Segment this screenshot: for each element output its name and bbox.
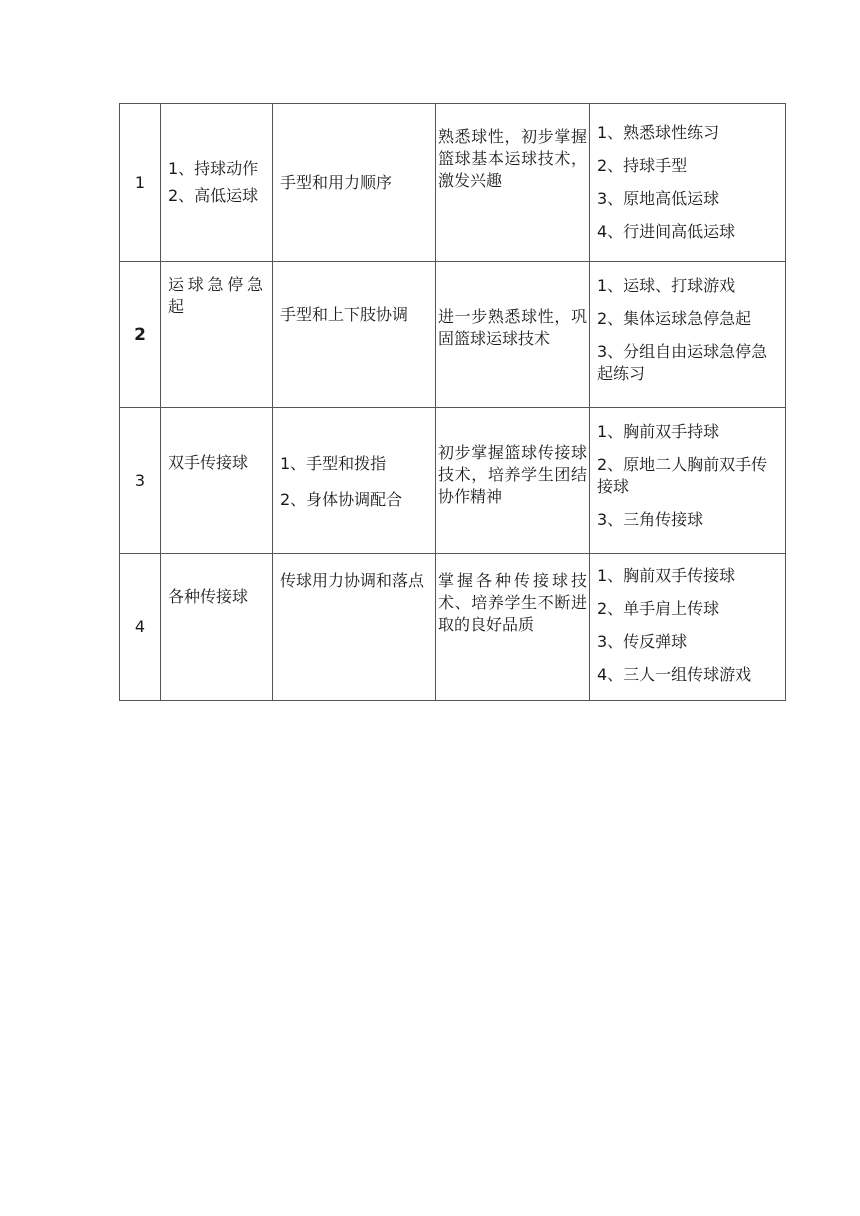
activity-line: 4、三人一组传球游戏 bbox=[597, 665, 752, 684]
key-point-line: 手型和上下肢协调 bbox=[280, 305, 409, 324]
key-point-line: 2、身体协调配合 bbox=[280, 490, 403, 509]
topic-cell bbox=[161, 554, 273, 701]
objectives-text: 初步掌握篮球传接球技术，培养学生团结协作精神 bbox=[438, 443, 587, 506]
key-point-line: 1、手型和拨指 bbox=[280, 454, 387, 473]
activity-line: 4、行进间高低运球 bbox=[597, 222, 736, 241]
activity-line: 3、传反弹球 bbox=[597, 632, 688, 651]
activity-line: 3、三角传接球 bbox=[597, 510, 704, 529]
lesson-number: 4 bbox=[134, 617, 146, 636]
objectives-cell bbox=[436, 104, 590, 262]
activity-line: 2、持球手型 bbox=[597, 156, 688, 175]
objectives-cell bbox=[436, 262, 590, 408]
objectives-text: 熟悉球性，初步掌握篮球基本运球技术，激发兴趣 bbox=[438, 127, 587, 190]
key-points-cell bbox=[273, 262, 436, 408]
topic-line: 2、高低运球 bbox=[168, 186, 259, 205]
objectives-cell bbox=[436, 408, 590, 554]
topic-line: 运球急停急起 bbox=[168, 275, 266, 316]
table-row bbox=[120, 554, 786, 701]
table-row bbox=[120, 408, 786, 554]
topic-cell bbox=[161, 262, 273, 408]
lesson-number: 3 bbox=[134, 470, 146, 490]
lesson-number-cell bbox=[120, 104, 161, 262]
lesson-plan-table bbox=[119, 103, 786, 701]
activity-line: 1、熟悉球性练习 bbox=[597, 123, 720, 142]
activities-cell bbox=[590, 262, 786, 408]
lesson-number: 2 bbox=[134, 324, 146, 345]
activities-cell bbox=[590, 408, 786, 554]
topic-cell bbox=[161, 408, 273, 554]
activity-line: 2、原地二人胸前双手传接球 bbox=[597, 455, 768, 496]
activities-cell bbox=[590, 554, 786, 701]
key-points-cell bbox=[273, 408, 436, 554]
activity-line: 3、分组自由运球急停急起练习 bbox=[597, 342, 768, 383]
lesson-number-cell bbox=[120, 408, 161, 554]
topic-line: 双手传接球 bbox=[168, 453, 249, 472]
lesson-number-cell bbox=[120, 262, 161, 408]
lesson-number-cell bbox=[120, 554, 161, 701]
activity-line: 1、运球、打球游戏 bbox=[597, 276, 736, 295]
table-row bbox=[120, 104, 786, 262]
activity-line: 2、集体运球急停急起 bbox=[597, 309, 752, 328]
topic-line: 1、持球动作 bbox=[168, 159, 259, 178]
objectives-cell bbox=[436, 554, 590, 701]
key-points-cell bbox=[273, 104, 436, 262]
activity-line: 3、原地高低运球 bbox=[597, 189, 720, 208]
objectives-text: 掌握各种传接球技术、培养学生不断进取的良好品质 bbox=[438, 571, 587, 634]
topic-line: 各种传接球 bbox=[168, 587, 249, 606]
activity-line: 2、单手肩上传球 bbox=[597, 599, 720, 618]
activities-cell bbox=[590, 104, 786, 262]
key-point-line: 手型和用力顺序 bbox=[280, 172, 393, 192]
objectives-text: 进一步熟悉球性，巩固篮球运球技术 bbox=[438, 307, 587, 348]
table-row bbox=[120, 262, 786, 408]
key-point-line: 传球用力协调和落点 bbox=[280, 571, 425, 590]
key-points-cell bbox=[273, 554, 436, 701]
activity-line: 1、胸前双手持球 bbox=[597, 422, 720, 441]
activity-line: 1、胸前双手传接球 bbox=[597, 566, 736, 585]
lesson-number: 1 bbox=[134, 172, 146, 192]
topic-cell bbox=[161, 104, 273, 262]
